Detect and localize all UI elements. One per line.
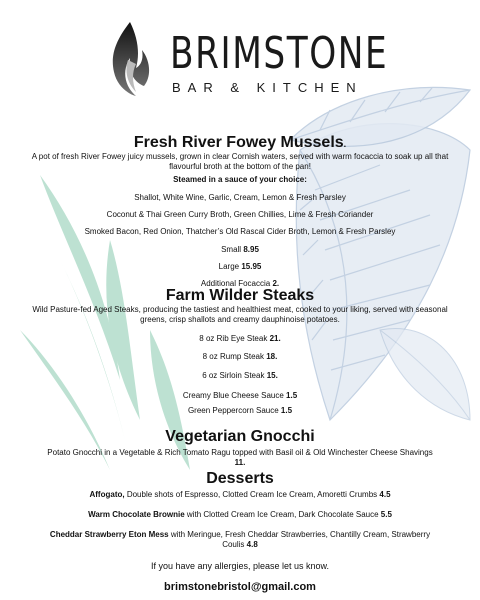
- mussels-size-small: [20, 245, 460, 255]
- brand-logo: [106, 18, 389, 104]
- steaks-description: Wild Pasture-fed Aged Steaks, producing the tastiest and healthiest meat, cooked to your liking, served with seasonal greens, crisp shallots and creamy dauphinoise potatoes.: [32, 305, 448, 324]
- steak-price: 18.: [266, 352, 278, 361]
- extra-price: 2.: [272, 279, 280, 288]
- dessert-description: Double shots of Espresso, Clotted Cream Ice Cream, Amoretti Crumbs: [126, 490, 378, 499]
- mussels-description: A pot of fresh River Fowey juicy mussels, grown in clear Cornish waters, served with warm focaccia to soak up all that flavourful broth at the bottom of the pan!: [31, 152, 449, 171]
- dessert-item: [20, 490, 460, 500]
- steak-label: 8 oz Rib Eye Steak: [199, 334, 268, 343]
- gnocchi-price: 11.: [234, 458, 246, 467]
- mussels-title-text: Fresh River Fowey Mussels: [133, 134, 344, 151]
- flame-icon: [106, 20, 154, 98]
- size-label: Large: [218, 262, 240, 271]
- steak-item: [20, 334, 460, 344]
- allergy-note: If you have any allergies, please let us know.: [150, 561, 330, 571]
- sauce-label: Creamy Blue Cheese Sauce: [182, 391, 284, 400]
- sauce-label: Green Peppercorn Sauce: [187, 406, 279, 415]
- steaks-title: Farm Wilder Steaks: [165, 287, 315, 304]
- gnocchi-description: Potato Gnocchi in a Vegetable & Rich Tomato Ragu topped with Basil oil & Old Winchester Cheese Shavings: [47, 448, 433, 457]
- mussels-sauce-3: Smoked Bacon, Red Onion, Thatcher’s Old Rascal Cider Broth, Lemon & Fresh Parsley: [84, 227, 396, 236]
- contact-email[interactable]: brimstonebristol@gmail.com: [164, 581, 316, 593]
- steak-sauce: [20, 391, 460, 401]
- brand-name: BRIMSTONE: [170, 28, 389, 79]
- mussels-sauce-1: Shallot, White Wine, Garlic, Cream, Lemon & Fresh Parsley: [134, 193, 346, 202]
- dessert-item-continued: [20, 540, 460, 550]
- dessert-description: with Meringue, Fresh Cheddar Strawberries, Chantilly Cream, Strawberry: [170, 530, 431, 539]
- dessert-price: 4.8: [246, 540, 258, 549]
- sauce-price: 1.5: [280, 406, 293, 415]
- gnocchi-title: Vegetarian Gnocchi: [165, 428, 315, 445]
- dessert-description: Coulis: [222, 540, 245, 549]
- extra-label: Additional Focaccia: [200, 279, 271, 288]
- dessert-name: Cheddar Strawberry Eton Mess: [49, 530, 169, 539]
- size-label: Small: [221, 245, 242, 254]
- steak-label: 6 oz Sirloin Steak: [202, 371, 265, 380]
- size-price: 8.95: [243, 245, 259, 254]
- dessert-name: Warm Chocolate Brownie: [88, 510, 185, 519]
- mussels-title-dot: .: [343, 139, 347, 149]
- desserts-title: Desserts: [206, 470, 274, 487]
- dessert-price: 4.5: [379, 490, 391, 499]
- dessert-price: 5.5: [380, 510, 392, 519]
- brand-tagline: BAR & KITCHEN: [172, 80, 363, 95]
- mussels-title: [0, 134, 480, 152]
- dessert-name: Affogato,: [89, 490, 125, 499]
- mussels-size-large: [20, 262, 460, 272]
- mussels-sauce-heading: Steamed in a sauce of your choice:: [173, 175, 307, 184]
- steak-sauce: [20, 406, 460, 416]
- steak-price: 15.: [266, 371, 278, 380]
- size-price: 15.95: [241, 262, 262, 271]
- dessert-item: [20, 510, 460, 520]
- steak-price: 21.: [269, 334, 281, 343]
- steak-item: [20, 352, 460, 362]
- dessert-description: with Clotted Cream Ice Cream, Dark Chocolate Sauce: [186, 510, 379, 519]
- mussels-sauce-2: Coconut & Thai Green Curry Broth, Green Chillies, Lime & Fresh Coriander: [106, 210, 374, 219]
- steak-item: [20, 371, 460, 381]
- steak-label: 8 oz Rump Steak: [202, 352, 264, 361]
- dessert-item: [20, 530, 460, 540]
- sauce-price: 1.5: [286, 391, 298, 400]
